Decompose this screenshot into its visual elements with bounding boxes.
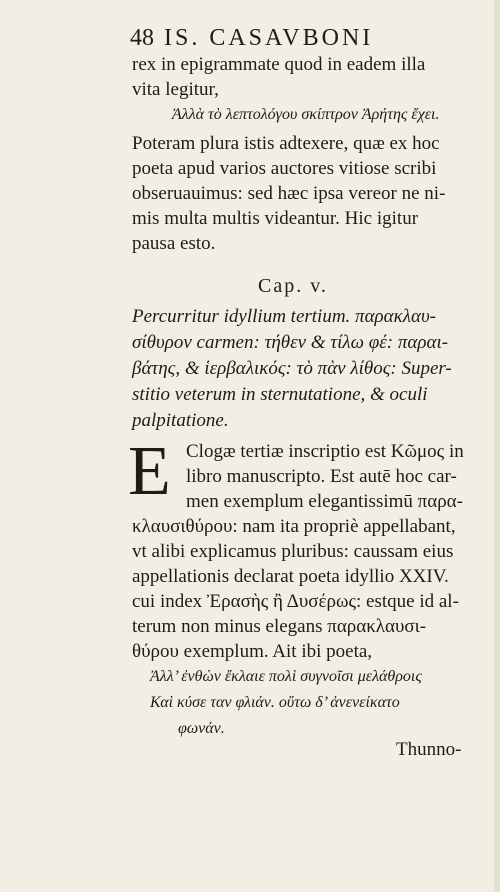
argument-line: Percurritur idyllium tertium. παρακλαυ- <box>132 306 437 327</box>
argument-line: σίθυρον carmen: τήθεν & τίλω φέ: παραι- <box>132 332 449 353</box>
greek-verse-line: Καὶ κύσε ταν φλιάν. οὕτω δ’ ἀνενείκατο <box>150 694 400 711</box>
text-line: men exemplum elegantissimū παρα- <box>186 491 463 512</box>
greek-verse-line: Ἀλλ’ ἐνθὼν ἔκλαιε πολὶ συγνοῖσι μελάθροις <box>150 668 422 685</box>
greek-verse-line: φωνάν. <box>178 720 225 737</box>
text-line: terum non minus elegans παρακλαυσι- <box>132 616 427 637</box>
text-line: appellationis declarat poeta idyllio XXIV. <box>132 566 449 587</box>
text-line: κλαυσιθύρου: nam ita propriè appellabant, <box>132 516 456 537</box>
argument-line: stitio veterum in sternutatione, & oculi <box>132 384 428 405</box>
chapter-heading: Cap. v. <box>258 275 328 297</box>
running-header <box>130 26 373 50</box>
greek-quote-line: Ἀλλὰ τὸ λεπτολόγου σκίπτρον Ἀρήτης ἔχει. <box>172 106 440 123</box>
argument-line: βάτης, & ἱερβαλικός: τὸ πὰν λίθος: Super- <box>132 358 452 379</box>
running-title: IS. CASAVBONI <box>164 25 374 51</box>
text-line: vita legitur, <box>132 79 219 100</box>
page-edge-shadow <box>494 0 500 892</box>
page-number: 48 <box>130 25 154 51</box>
text-line: libro manuscripto. Est autē hoc car- <box>186 466 457 487</box>
text-line: pausa esto. <box>132 233 216 254</box>
drop-capital: E <box>128 433 171 510</box>
catchword: Thunno- <box>396 739 462 760</box>
text-line: mis multa multis videantur. Hic igitur <box>132 208 419 229</box>
text-line: θύρου exemplum. Ait ibi poeta, <box>132 641 373 662</box>
text-line: Poteram plura istis adtexere, quæ ex hoc <box>132 133 440 154</box>
text-line: vt alibi explicamus pluribus: caussam eius <box>132 541 454 562</box>
text-line: poeta apud varios auctores vitiose scribi <box>132 158 437 179</box>
text-line: rex in epigrammate quod in eadem illa <box>132 54 426 75</box>
text-line: Clogæ tertiæ inscriptio est Κῶμος in <box>186 441 464 462</box>
argument-line: palpitatione. <box>132 410 229 431</box>
text-line: obseruauimus: sed hæc ipsa vereor ne ni- <box>132 183 446 204</box>
text-line: cui index Ἐρασὴς ἢ Δυσέρως: estque id al- <box>132 591 459 612</box>
